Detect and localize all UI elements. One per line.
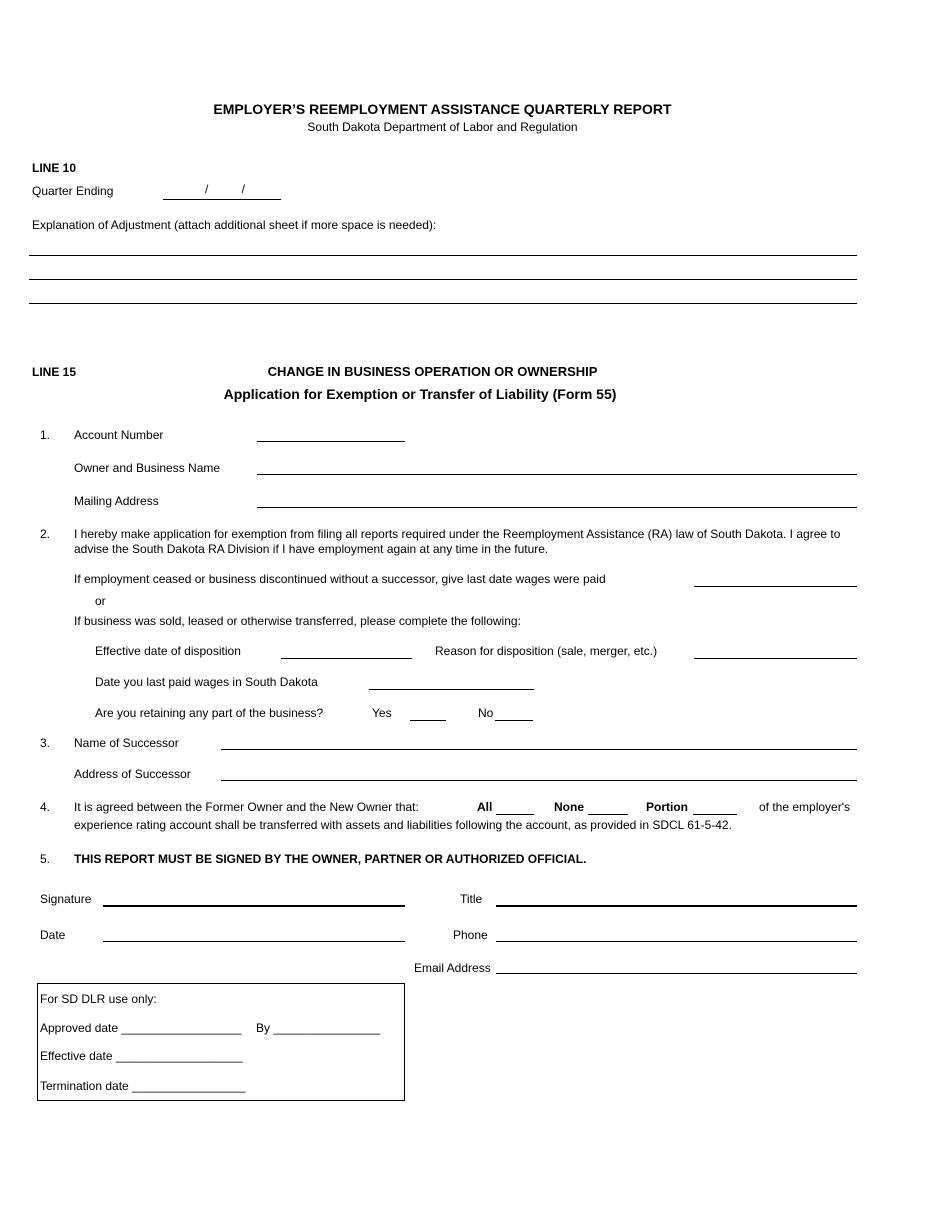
approved-by-field: By ________________ <box>256 1021 381 1035</box>
reason-disposition-label: Reason for disposition (sale, merger, etc.) <box>435 644 658 658</box>
employers-text: of the employer's <box>759 800 851 814</box>
mailing-address-label: Mailing Address <box>74 494 159 508</box>
office-effective-date-field: Effective date ___________________ <box>40 1049 243 1063</box>
phone-label: Phone <box>453 928 488 942</box>
item3-number: 3. <box>40 736 51 750</box>
explanation-line-1[interactable] <box>29 255 857 256</box>
account-number-field[interactable] <box>257 441 405 442</box>
transfer-none-field[interactable] <box>588 814 628 815</box>
item2-number: 2. <box>40 527 51 541</box>
phone-field[interactable] <box>496 941 857 942</box>
item4-number: 4. <box>40 800 51 814</box>
last-paid-wages-field[interactable] <box>369 689 534 690</box>
quarter-ending-slashes: / / <box>205 182 246 196</box>
explanation-line-3[interactable] <box>29 303 857 304</box>
report-title: EMPLOYER’S REEMPLOYMENT ASSISTANCE QUARTERLY REPORT <box>213 101 672 117</box>
successor-name-label: Name of Successor <box>74 736 179 750</box>
item4-agreement-text: It is agreed between the Former Owner and the New Owner that: <box>74 800 419 814</box>
approved-date-field: Approved date __________________ <box>40 1021 242 1035</box>
title-field[interactable] <box>496 905 857 907</box>
termination-date-field: Termination date _________________ <box>40 1079 246 1093</box>
date-label: Date <box>40 928 66 942</box>
line15-title: CHANGE IN BUSINESS OPERATION OR OWNERSHIP <box>267 364 598 379</box>
item1-number: 1. <box>40 428 51 442</box>
report-subtitle: South Dakota Department of Labor and Regulation <box>307 120 578 134</box>
date-field[interactable] <box>103 941 405 942</box>
transfer-none-label: None <box>554 800 584 814</box>
reason-disposition-field[interactable] <box>694 658 857 659</box>
explanation-label: Explanation of Adjustment (attach additional sheet if more space is needed): <box>32 218 437 232</box>
retaining-yes-field[interactable] <box>410 720 446 721</box>
line15-subtitle: Application for Exemption or Transfer of Liability (Form 55) <box>223 386 617 402</box>
quarter-ending-field[interactable] <box>163 199 281 200</box>
transfer-all-field[interactable] <box>496 814 534 815</box>
retaining-yes-label: Yes <box>372 706 392 720</box>
line10-label: LINE 10 <box>32 161 77 175</box>
line15-label: LINE 15 <box>32 365 77 379</box>
owner-business-name-label: Owner and Business Name <box>74 461 221 475</box>
email-address-field[interactable] <box>496 973 857 974</box>
office-use-heading: For SD DLR use only: <box>40 992 157 1006</box>
last-wages-date-field[interactable] <box>694 586 857 587</box>
effective-date-disposition-field[interactable] <box>281 658 412 659</box>
transfer-portion-field[interactable] <box>693 814 737 815</box>
transfer-portion-label: Portion <box>646 800 688 814</box>
transfer-all-label: All <box>477 800 493 814</box>
last-paid-wages-label: Date you last paid wages in South Dakota <box>95 675 318 689</box>
email-address-label: Email Address <box>414 961 491 975</box>
signature-label: Signature <box>40 892 92 906</box>
item5-number: 5. <box>40 852 51 866</box>
sold-text: If business was sold, leased or otherwise transferred, please complete the following: <box>74 614 521 628</box>
owner-business-name-field[interactable] <box>257 474 857 475</box>
mailing-address-field[interactable] <box>257 507 857 508</box>
successor-address-label: Address of Successor <box>74 767 191 781</box>
retaining-question: Are you retaining any part of the business? <box>95 706 324 720</box>
retaining-no-label: No <box>478 706 494 720</box>
account-number-label: Account Number <box>74 428 164 442</box>
effective-date-disposition-label: Effective date of disposition <box>95 644 241 658</box>
item4-account-text: experience rating account shall be transferred with assets and liabilities following the account, as provided in SDCL 61-5-42. <box>74 818 732 832</box>
item2-exemption-text: I hereby make application for exemption from filing all reports required under the Reemployment Assistance (RA) law of South Dakota. I agree to advise the South Dakota RA Division if I have employment again at any time in the future. <box>74 527 841 556</box>
ceased-text: If employment ceased or business discontinued without a successor, give last date wages were paid <box>74 572 606 586</box>
retaining-no-field[interactable] <box>495 720 533 721</box>
signature-requirement-text: THIS REPORT MUST BE SIGNED BY THE OWNER, PARTNER OR AUTHORIZED OFFICIAL. <box>74 852 587 866</box>
successor-name-field[interactable] <box>221 749 857 750</box>
title-label: Title <box>460 892 483 906</box>
explanation-line-2[interactable] <box>29 279 857 280</box>
signature-field[interactable] <box>103 905 405 907</box>
quarter-ending-label: Quarter Ending <box>32 184 114 198</box>
successor-address-field[interactable] <box>221 780 857 781</box>
or-text: or <box>95 594 106 608</box>
